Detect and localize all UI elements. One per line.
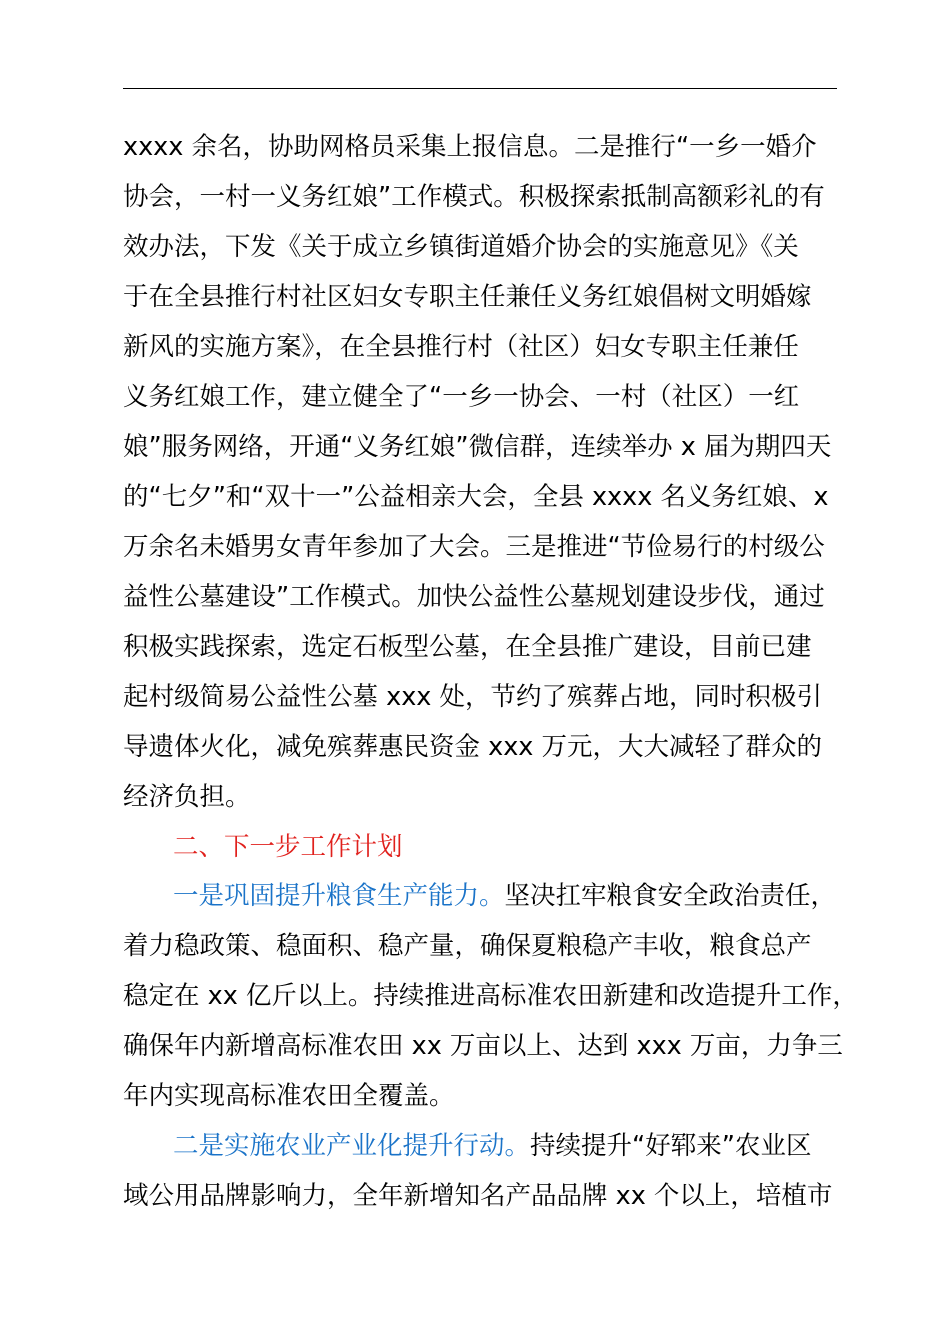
item1-first-line: [173, 871, 923, 921]
text-line: 经济负担。: [123, 782, 251, 812]
text-line: 于在全县推行村社区妇女专职主任兼任义务红娘倡树文明婚嫁: [123, 282, 812, 312]
text-line: 着力稳政策、稳面积、稳产量，确保夏粮稳产丰收，粮食总产: [123, 931, 812, 961]
item1-title: 一是巩固提升粮食生产能力。: [173, 881, 505, 911]
text-line: 新风的实施方案》，在全县推行村（社区）妇女专职主任兼任: [123, 332, 799, 362]
text-line: 协会，一村一义务红娘”工作模式。积极探索抵制高额彩礼的有: [123, 182, 825, 212]
text-line: 娘”服务网络，开通“义务红娘”微信群，连续举办 x 届为期四天: [123, 432, 832, 462]
text-line: 益性公墓建设”工作模式。加快公益性公墓规划建设步伐，通过: [123, 582, 825, 612]
text-line: 义务红娘工作，建立健全了“一乡一协会、一村（社区）一红: [123, 382, 800, 412]
text-line: 导遗体火化，减免殡葬惠民资金 xxx 万元，大大减轻了群众的: [123, 732, 822, 762]
item2-first-rest: 持续提升“好郓来”农业区: [530, 1131, 812, 1161]
text-line: 起村级简易公益性公墓 xxx 处，节约了殡葬占地，同时积极引: [123, 682, 822, 712]
text-line: 积极实践探索，选定石板型公墓，在全县推广建设，目前已建: [123, 632, 812, 662]
item2-title: 二是实施农业产业化提升行动。: [173, 1131, 531, 1161]
text-line: 效办法，下发《关于成立乡镇街道婚介协会的实施意见》《关: [123, 232, 799, 262]
item2-first-line: [173, 1121, 923, 1171]
text-line: 年内实现高标准农田全覆盖。: [123, 1081, 455, 1111]
text-line: 稳定在 xx 亿斤以上。持续推进高标准农田新建和改造提升工作，: [123, 981, 858, 1011]
header-rule: [123, 88, 837, 89]
item1-first-rest: 坚决扛牢粮食安全政治责任，: [504, 881, 837, 911]
text-line: 域公用品牌影响力，全年新增知名产品品牌 xx 个以上，培植市: [123, 1181, 833, 1211]
text-line: 确保年内新增高标准农田 xx 万亩以上、达到 xxx 万亩，力争三: [123, 1031, 843, 1061]
text-line: 万余名未婚男女青年参加了大会。三是推进“节俭易行的村级公: [123, 532, 825, 562]
text-line: xxxx 余名，协助网格员采集上报信息。二是推行“一乡一婚介: [123, 132, 817, 162]
section-heading: 二、下一步工作计划: [173, 832, 403, 862]
text-line: 的“七夕”和“双十一”公益相亲大会，全县 xxxx 名义务红娘、x: [123, 482, 829, 512]
